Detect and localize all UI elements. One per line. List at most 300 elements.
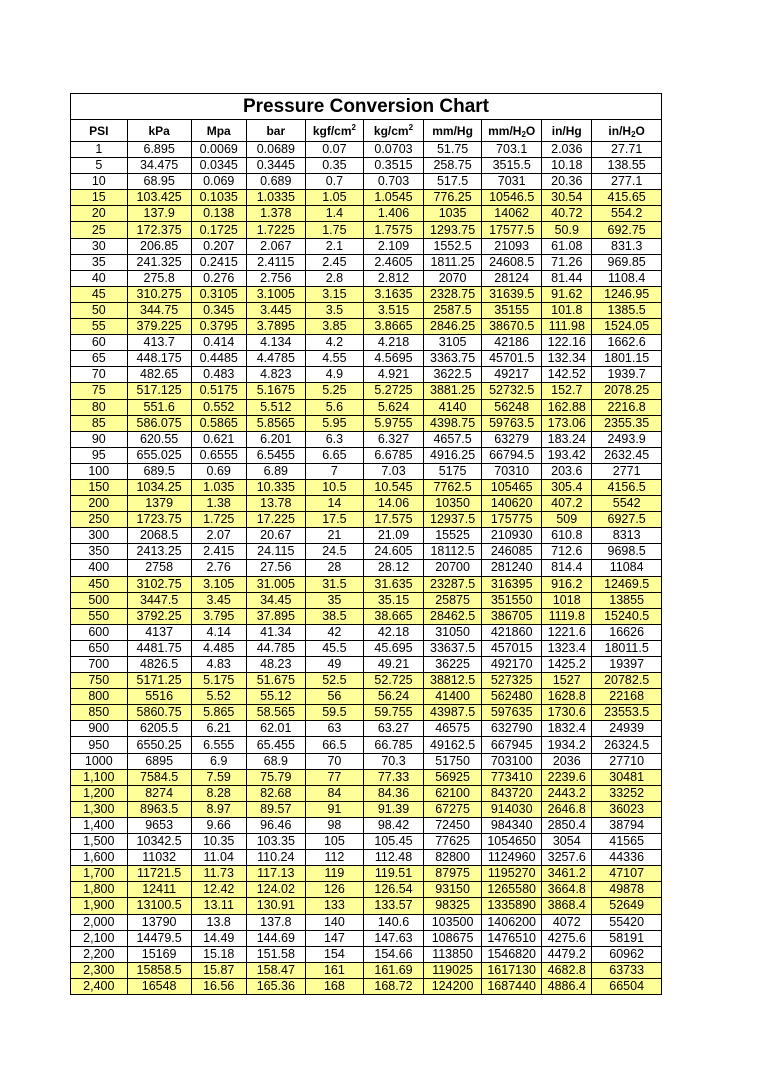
table-cell: 15240.5 xyxy=(592,608,661,624)
table-cell: 119025 xyxy=(424,962,482,978)
table-row xyxy=(71,286,661,302)
table-row xyxy=(71,640,661,656)
table-cell: 13.8 xyxy=(191,914,246,930)
table-cell: 14479.5 xyxy=(127,930,191,946)
column-header xyxy=(127,120,191,142)
table-cell: 49 xyxy=(305,657,363,673)
table-row xyxy=(71,608,661,624)
header-row xyxy=(71,120,661,142)
table-cell: 133 xyxy=(305,898,363,914)
table-cell: 689.5 xyxy=(127,463,191,479)
table-cell: 147.63 xyxy=(363,930,423,946)
psi-cell: 1,500 xyxy=(71,834,127,850)
table-cell: 108675 xyxy=(424,930,482,946)
table-cell: 1.38 xyxy=(191,496,246,512)
column-header-label: kgf/cm xyxy=(312,123,352,138)
table-cell: 1035 xyxy=(424,206,482,222)
table-cell: 70 xyxy=(305,753,363,769)
table-cell: 30481 xyxy=(592,769,661,785)
table-cell: 9698.5 xyxy=(592,544,661,560)
table-cell: 8313 xyxy=(592,528,661,544)
table-cell: 28124 xyxy=(482,270,542,286)
table-row xyxy=(71,270,661,286)
table-cell: 4.14 xyxy=(191,624,246,640)
table-cell: 2493.9 xyxy=(592,431,661,447)
table-cell: 4.4785 xyxy=(246,351,305,367)
table-cell: 5860.75 xyxy=(127,705,191,721)
psi-cell: 40 xyxy=(71,270,127,286)
table-cell: 65.455 xyxy=(246,737,305,753)
table-cell: 2.109 xyxy=(363,238,423,254)
table-row xyxy=(71,657,661,673)
table-row xyxy=(71,528,661,544)
psi-cell: 250 xyxy=(71,512,127,528)
column-header-label: mm/H xyxy=(488,123,522,138)
table-cell: 130.91 xyxy=(246,898,305,914)
table-cell: 2.4115 xyxy=(246,254,305,270)
table-cell: 63279 xyxy=(482,431,542,447)
table-cell: 84 xyxy=(305,785,363,801)
table-cell: 0.3795 xyxy=(191,319,246,335)
table-cell: 5.175 xyxy=(191,673,246,689)
table-cell: 4072 xyxy=(542,914,592,930)
table-cell: 142.52 xyxy=(542,367,592,383)
table-cell: 246085 xyxy=(482,544,542,560)
psi-cell: 25 xyxy=(71,222,127,238)
table-cell: 0.07 xyxy=(305,142,363,158)
table-cell: 0.4485 xyxy=(191,351,246,367)
table-cell: 168.72 xyxy=(363,978,423,994)
table-cell: 56 xyxy=(305,689,363,705)
table-cell: 72450 xyxy=(424,817,482,833)
table-row xyxy=(71,705,661,721)
table-cell: 1.035 xyxy=(191,479,246,495)
table-cell: 4479.2 xyxy=(542,946,592,962)
table-cell: 38794 xyxy=(592,817,661,833)
psi-cell: 15 xyxy=(71,190,127,206)
psi-cell: 85 xyxy=(71,415,127,431)
table-row xyxy=(71,560,661,576)
table-cell: 275.8 xyxy=(127,270,191,286)
psi-cell: 600 xyxy=(71,624,127,640)
table-row xyxy=(71,962,661,978)
table-cell: 258.75 xyxy=(424,158,482,174)
table-cell: 40.72 xyxy=(542,206,592,222)
table-cell: 2.036 xyxy=(542,142,592,158)
table-cell: 24.115 xyxy=(246,544,305,560)
table-cell: 4.823 xyxy=(246,367,305,383)
table-cell: 1425.2 xyxy=(542,657,592,673)
table-cell: 1379 xyxy=(127,496,191,512)
table-cell: 91.39 xyxy=(363,801,423,817)
table-cell: 152.7 xyxy=(542,383,592,399)
column-header-suffix: O xyxy=(525,123,536,138)
table-cell: 1265580 xyxy=(482,882,542,898)
table-cell: 15525 xyxy=(424,528,482,544)
table-cell: 82.68 xyxy=(246,785,305,801)
table-cell: 655.025 xyxy=(127,447,191,463)
table-cell: 0.35 xyxy=(305,158,363,174)
table-cell: 105465 xyxy=(482,479,542,495)
table-cell: 59.5 xyxy=(305,705,363,721)
table-cell: 0.703 xyxy=(363,174,423,190)
table-cell: 41.34 xyxy=(246,624,305,640)
psi-cell: 30 xyxy=(71,238,127,254)
table-cell: 5.25 xyxy=(305,383,363,399)
table-cell: 84.36 xyxy=(363,785,423,801)
psi-cell: 10 xyxy=(71,174,127,190)
table-cell: 33252 xyxy=(592,785,661,801)
table-cell: 17.575 xyxy=(363,512,423,528)
table-cell: 52.5 xyxy=(305,673,363,689)
table-cell: 3515.5 xyxy=(482,158,542,174)
column-header xyxy=(592,120,661,142)
table-cell: 51.75 xyxy=(424,142,482,158)
table-cell: 4.55 xyxy=(305,351,363,367)
table-cell: 10342.5 xyxy=(127,834,191,850)
table-cell: 6.201 xyxy=(246,431,305,447)
table-row xyxy=(71,689,661,705)
table-cell: 98.42 xyxy=(363,817,423,833)
table-row xyxy=(71,721,661,737)
table-cell: 2632.45 xyxy=(592,447,661,463)
table-cell: 31.635 xyxy=(363,576,423,592)
table-row xyxy=(71,463,661,479)
table-cell: 562480 xyxy=(482,689,542,705)
table-cell: 3447.5 xyxy=(127,592,191,608)
table-cell: 96.46 xyxy=(246,817,305,833)
psi-cell: 55 xyxy=(71,319,127,335)
table-cell: 168 xyxy=(305,978,363,994)
table-cell: 55420 xyxy=(592,914,661,930)
table-row xyxy=(71,624,661,640)
unit-subscript: 2 xyxy=(631,129,636,139)
table-cell: 0.483 xyxy=(191,367,246,383)
table-cell: 1811.25 xyxy=(424,254,482,270)
column-header xyxy=(71,120,127,142)
table-cell: 344.75 xyxy=(127,302,191,318)
table-cell: 91 xyxy=(305,801,363,817)
table-cell: 4.218 xyxy=(363,335,423,351)
psi-cell: 950 xyxy=(71,737,127,753)
table-cell: 124200 xyxy=(424,978,482,994)
table-cell: 4826.5 xyxy=(127,657,191,673)
table-cell: 1119.8 xyxy=(542,608,592,624)
table-cell: 0.69 xyxy=(191,463,246,479)
table-cell: 1195270 xyxy=(482,866,542,882)
table-cell: 59.755 xyxy=(363,705,423,721)
table-cell: 457015 xyxy=(482,640,542,656)
table-cell: 6.9 xyxy=(191,753,246,769)
table-row xyxy=(71,335,661,351)
table-cell: 42 xyxy=(305,624,363,640)
table-cell: 1723.75 xyxy=(127,512,191,528)
unit-superscript: 2 xyxy=(408,122,414,132)
table-cell: 1.75 xyxy=(305,222,363,238)
table-cell: 7762.5 xyxy=(424,479,482,495)
psi-cell: 70 xyxy=(71,367,127,383)
table-cell: 2036 xyxy=(542,753,592,769)
table-row xyxy=(71,319,661,335)
table-cell: 3257.6 xyxy=(542,850,592,866)
table-cell: 137.9 xyxy=(127,206,191,222)
table-row xyxy=(71,882,661,898)
table-cell: 103500 xyxy=(424,914,482,930)
table-cell: 1246.95 xyxy=(592,286,661,302)
psi-cell: 1,600 xyxy=(71,850,127,866)
table-cell: 14.49 xyxy=(191,930,246,946)
table-cell: 773410 xyxy=(482,769,542,785)
table-cell: 210930 xyxy=(482,528,542,544)
table-cell: 70.3 xyxy=(363,753,423,769)
column-header-label: kg/cm xyxy=(373,123,409,138)
table-cell: 11.73 xyxy=(191,866,246,882)
table-cell: 0.0069 xyxy=(191,142,246,158)
table-cell: 103.35 xyxy=(246,834,305,850)
table-cell: 814.4 xyxy=(542,560,592,576)
table-cell: 7031 xyxy=(482,174,542,190)
table-cell: 703.1 xyxy=(482,142,542,158)
table-cell: 49162.5 xyxy=(424,737,482,753)
table-cell: 11.04 xyxy=(191,850,246,866)
table-cell: 28462.5 xyxy=(424,608,482,624)
table-cell: 38670.5 xyxy=(482,319,542,335)
table-cell: 4657.5 xyxy=(424,431,482,447)
table-cell: 63733 xyxy=(592,962,661,978)
table-cell: 551.6 xyxy=(127,399,191,415)
table-cell: 140 xyxy=(305,914,363,930)
table-cell: 6.6785 xyxy=(363,447,423,463)
table-cell: 492170 xyxy=(482,657,542,673)
table-cell: 31639.5 xyxy=(482,286,542,302)
table-cell: 68.9 xyxy=(246,753,305,769)
table-cell: 1527 xyxy=(542,673,592,689)
table-cell: 21.09 xyxy=(363,528,423,544)
table-cell: 4137 xyxy=(127,624,191,640)
table-cell: 2216.8 xyxy=(592,399,661,415)
psi-cell: 5 xyxy=(71,158,127,174)
table-cell: 8274 xyxy=(127,785,191,801)
table-cell: 113850 xyxy=(424,946,482,962)
table-cell: 98 xyxy=(305,817,363,833)
table-cell: 13.11 xyxy=(191,898,246,914)
table-cell: 12.42 xyxy=(191,882,246,898)
table-cell: 70310 xyxy=(482,463,542,479)
table-cell: 4481.75 xyxy=(127,640,191,656)
table-cell: 138.55 xyxy=(592,158,661,174)
table-cell: 1108.4 xyxy=(592,270,661,286)
table-cell: 1.4 xyxy=(305,206,363,222)
pressure-conversion-chart xyxy=(70,93,662,995)
table-row xyxy=(71,866,661,882)
table-cell: 3054 xyxy=(542,834,592,850)
table-cell: 7.03 xyxy=(363,463,423,479)
table-cell: 24.605 xyxy=(363,544,423,560)
table-cell: 0.276 xyxy=(191,270,246,286)
psi-cell: 2,400 xyxy=(71,978,127,994)
table-cell: 3622.5 xyxy=(424,367,482,383)
table-cell: 7 xyxy=(305,463,363,479)
table-cell: 183.24 xyxy=(542,431,592,447)
conversion-table xyxy=(71,120,661,994)
table-cell: 13100.5 xyxy=(127,898,191,914)
psi-cell: 350 xyxy=(71,544,127,560)
table-body xyxy=(71,142,661,994)
table-cell: 13855 xyxy=(592,592,661,608)
table-cell: 448.175 xyxy=(127,351,191,367)
table-cell: 122.16 xyxy=(542,335,592,351)
table-cell: 1054650 xyxy=(482,834,542,850)
column-header xyxy=(191,120,246,142)
table-cell: 52.725 xyxy=(363,673,423,689)
table-cell: 49878 xyxy=(592,882,661,898)
table-cell: 49217 xyxy=(482,367,542,383)
table-cell: 24939 xyxy=(592,721,661,737)
table-cell: 58191 xyxy=(592,930,661,946)
table-cell: 3.45 xyxy=(191,592,246,608)
table-cell: 117.13 xyxy=(246,866,305,882)
table-cell: 31050 xyxy=(424,624,482,640)
table-cell: 12469.5 xyxy=(592,576,661,592)
table-cell: 126 xyxy=(305,882,363,898)
table-cell: 10.5 xyxy=(305,479,363,495)
table-cell: 4398.75 xyxy=(424,415,482,431)
table-cell: 4886.4 xyxy=(542,978,592,994)
table-cell: 48.23 xyxy=(246,657,305,673)
psi-cell: 150 xyxy=(71,479,127,495)
psi-cell: 60 xyxy=(71,335,127,351)
psi-cell: 550 xyxy=(71,608,127,624)
table-cell: 305.4 xyxy=(542,479,592,495)
table-row xyxy=(71,206,661,222)
table-row xyxy=(71,673,661,689)
table-cell: 77.33 xyxy=(363,769,423,785)
table-cell: 140.6 xyxy=(363,914,423,930)
table-cell: 2771 xyxy=(592,463,661,479)
column-header-suffix: O xyxy=(635,123,645,138)
table-row xyxy=(71,946,661,962)
table-cell: 969.85 xyxy=(592,254,661,270)
table-cell: 0.552 xyxy=(191,399,246,415)
table-cell: 3.5 xyxy=(305,302,363,318)
psi-cell: 1,300 xyxy=(71,801,127,817)
table-cell: 22168 xyxy=(592,689,661,705)
table-cell: 1.406 xyxy=(363,206,423,222)
table-cell: 6.327 xyxy=(363,431,423,447)
table-cell: 10.545 xyxy=(363,479,423,495)
table-row xyxy=(71,769,661,785)
table-cell: 61.08 xyxy=(542,238,592,254)
table-cell: 16626 xyxy=(592,624,661,640)
psi-cell: 50 xyxy=(71,302,127,318)
psi-cell: 2,300 xyxy=(71,962,127,978)
table-cell: 5.52 xyxy=(191,689,246,705)
table-cell: 3.1635 xyxy=(363,286,423,302)
table-cell: 62.01 xyxy=(246,721,305,737)
table-cell: 6.555 xyxy=(191,737,246,753)
table-cell: 103.425 xyxy=(127,190,191,206)
table-cell: 517.125 xyxy=(127,383,191,399)
table-cell: 1323.4 xyxy=(542,640,592,656)
table-cell: 31.5 xyxy=(305,576,363,592)
table-cell: 27.71 xyxy=(592,142,661,158)
table-cell: 2587.5 xyxy=(424,302,482,318)
table-cell: 36225 xyxy=(424,657,482,673)
table-cell: 1939.7 xyxy=(592,367,661,383)
table-cell: 831.3 xyxy=(592,238,661,254)
table-cell: 5.865 xyxy=(191,705,246,721)
table-cell: 5.512 xyxy=(246,399,305,415)
table-cell: 1.378 xyxy=(246,206,305,222)
table-cell: 1.7225 xyxy=(246,222,305,238)
psi-cell: 850 xyxy=(71,705,127,721)
unit-subscript: 2 xyxy=(521,129,526,139)
table-cell: 18112.5 xyxy=(424,544,482,560)
table-cell: 63.27 xyxy=(363,721,423,737)
table-cell: 50.9 xyxy=(542,222,592,238)
column-header xyxy=(542,120,592,142)
column-header xyxy=(246,120,305,142)
table-cell: 11084 xyxy=(592,560,661,576)
table-cell: 0.3445 xyxy=(246,158,305,174)
psi-cell: 2,000 xyxy=(71,914,127,930)
table-row xyxy=(71,190,661,206)
table-cell: 5516 xyxy=(127,689,191,705)
table-cell: 47107 xyxy=(592,866,661,882)
table-cell: 6.65 xyxy=(305,447,363,463)
psi-cell: 20 xyxy=(71,206,127,222)
table-cell: 45.695 xyxy=(363,640,423,656)
table-cell: 4.83 xyxy=(191,657,246,673)
table-cell: 193.42 xyxy=(542,447,592,463)
table-cell: 20.67 xyxy=(246,528,305,544)
table-cell: 52649 xyxy=(592,898,661,914)
psi-cell: 1,400 xyxy=(71,817,127,833)
table-cell: 4916.25 xyxy=(424,447,482,463)
table-cell: 151.58 xyxy=(246,946,305,962)
table-cell: 44.785 xyxy=(246,640,305,656)
table-cell: 3105 xyxy=(424,335,482,351)
table-cell: 55.12 xyxy=(246,689,305,705)
table-cell: 68.95 xyxy=(127,174,191,190)
psi-cell: 35 xyxy=(71,254,127,270)
table-cell: 11032 xyxy=(127,850,191,866)
table-cell: 56248 xyxy=(482,399,542,415)
table-cell: 1.0335 xyxy=(246,190,305,206)
table-cell: 3.515 xyxy=(363,302,423,318)
table-cell: 206.85 xyxy=(127,238,191,254)
psi-cell: 2,100 xyxy=(71,930,127,946)
table-cell: 1124960 xyxy=(482,850,542,866)
table-cell: 407.2 xyxy=(542,496,592,512)
table-cell: 2355.35 xyxy=(592,415,661,431)
column-header xyxy=(363,120,423,142)
table-cell: 16548 xyxy=(127,978,191,994)
table-cell: 0.138 xyxy=(191,206,246,222)
psi-cell: 100 xyxy=(71,463,127,479)
table-cell: 34.45 xyxy=(246,592,305,608)
table-row xyxy=(71,174,661,190)
table-row xyxy=(71,978,661,994)
table-cell: 241.325 xyxy=(127,254,191,270)
table-row xyxy=(71,383,661,399)
table-cell: 1406200 xyxy=(482,914,542,930)
table-cell: 277.1 xyxy=(592,174,661,190)
table-cell: 2.812 xyxy=(363,270,423,286)
table-cell: 110.24 xyxy=(246,850,305,866)
column-header-label: mm/Hg xyxy=(432,123,473,138)
table-cell: 0.1035 xyxy=(191,190,246,206)
